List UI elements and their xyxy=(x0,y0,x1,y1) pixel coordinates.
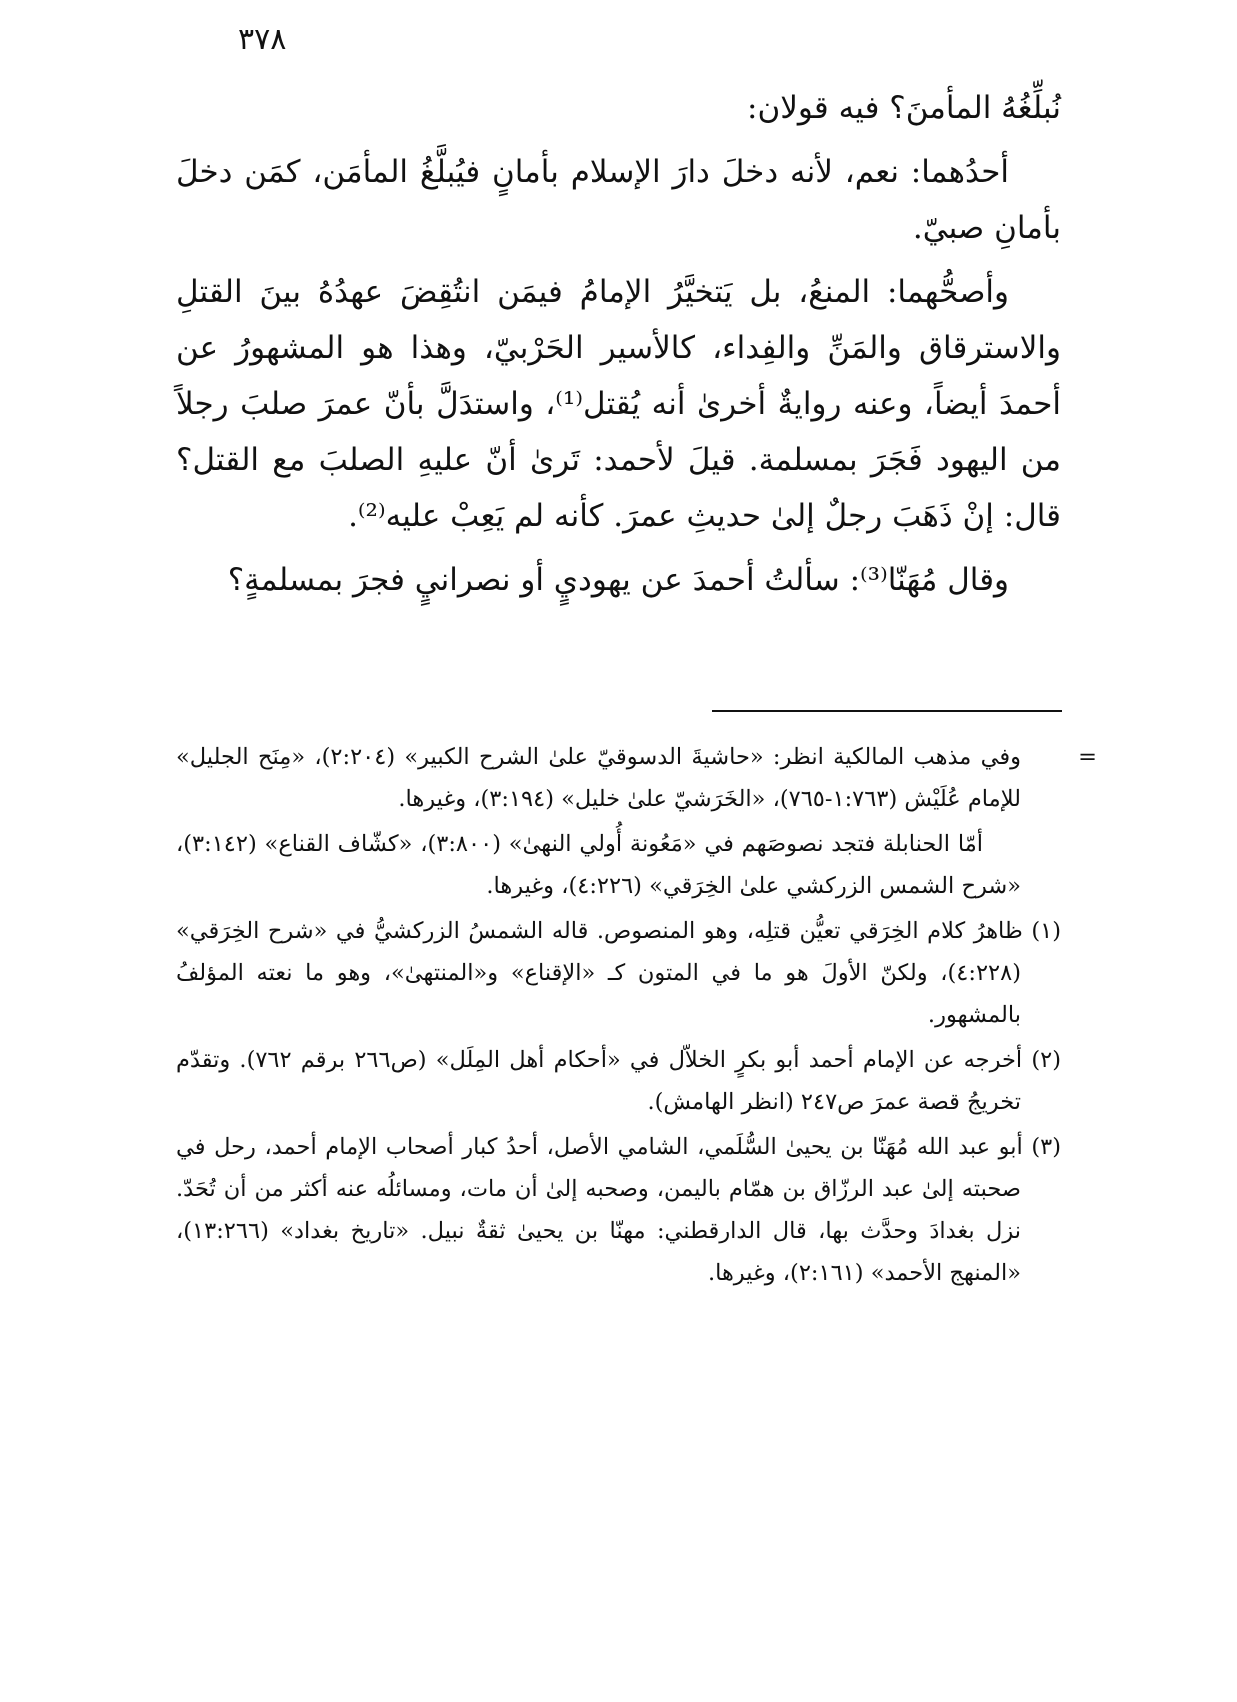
footnotes xyxy=(176,736,1097,1297)
footnote-1: (١) ظاهرُ كلام الخِرَقي تعيُّن قتلِه، وهو المنصوص. قاله الشمسُ الزركشيُّ في «شرح الخِرَقي» (٤:٢٢٨)، ولكنّ الأولَ هو ما في المتون كـ «الإقناع» و«المنتهىٰ»، وهو ما نعته المؤلفُ بالمشهور. xyxy=(176,918,1061,1028)
main-paragraph: أحدُهما: نعم، لأنه دخلَ دارَ الإسلام بأمانٍ فيُبلَّغُ المأمَن، كمَن دخلَ بأمانِ صبيّ. xyxy=(176,154,1061,246)
footnote-3: (٣) أبو عبد الله مُهَنّا بن يحيىٰ السُّلَمي، الشامي الأصل، أحدُ كبار أصحاب الإمام أحمد، رحل في صحبته إلىٰ عبد الرزّاق بن همّام باليمن، وصحبه إلىٰ أن مات، ومسائلُه عنه أكثر من أن تُحَدّ. نزل بغدادَ وحدَّث بها، قال الدارقطني: مهنّا بن يحيىٰ ثقةٌ نبيل. «تاريخ بغداد» (١٣:٢٦٦)، «المنهج الأحمد» (٢:١٦١)، وغيرها. xyxy=(176,1134,1061,1286)
main-paragraph: نُبلِّغُهُ المأمنَ؟ فيه قولان: xyxy=(747,90,1061,126)
main-paragraph: وأصحُّهما: المنعُ، بل يَتخيَّرُ الإمامُ فيمَن انتُقِضَ عهدُهُ بينَ القتلِ والاسترقاق والمَنِّ والفِداء، كالأسير الحَرْبيّ، وهذا هو المشهورُ عن أحمدَ أيضاً، وعنه روايةٌ أخرىٰ أنه يُقتل⁽¹⁾، واستدَلَّ بأنّ عمرَ صلبَ رجلاً من اليهود فَجَرَ بمسلمة. قيلَ لأحمد: تَرىٰ أنّ عليهِ الصلبَ مع القتل؟ قال: إنْ ذَهَبَ رجلٌ إلىٰ حديثِ عمرَ. كأنه لم يَعِبْ عليه⁽²⁾. xyxy=(176,274,1061,534)
continuation-mark: = xyxy=(1078,744,1097,770)
footnote-2: (٢) أخرجه عن الإمام أحمد أبو بكرٍ الخلاّل في «أحكام أهل المِلَل» (ص٢٦٦ برقم ٧٦٢). وتقدّم تخريجُ قصة عمرَ ص٢٤٧ (انظر الهامش). xyxy=(176,1047,1061,1115)
footnote-continuation xyxy=(176,736,1097,820)
footnote-paragraph: أمّا الحنابلة فتجد نصوصَهم في «مَعُونة أُولي النهىٰ» (٣:٨٠٠)، «كشّاف القناع» (٣:١٤٢)، «شرح الشمس الزركشي علىٰ الخِرَقي» (٤:٢٢٦)، وغيرها. xyxy=(176,831,1021,899)
main-paragraph: وقال مُهَنّا⁽³⁾: سألتُ أحمدَ عن يهوديٍ أو نصرانيٍ فجرَ بمسلمةٍ؟ xyxy=(227,562,1009,598)
main-text xyxy=(176,80,1061,616)
footnote-text: وفي مذهب المالكية انظر: «حاشيةَ الدسوقيّ علىٰ الشرح الكبير» (٢:٢٠٤)، «مِنَح الجليل» للإمام عُلَيْش (١:٧٦٣-٧٦٥)، «الخَرَشيّ علىٰ خليل» (٣:١٩٤)، وغيرها. xyxy=(176,744,1022,812)
page-number: ٣٧٨ xyxy=(238,22,287,57)
footnote-separator xyxy=(712,710,1062,712)
